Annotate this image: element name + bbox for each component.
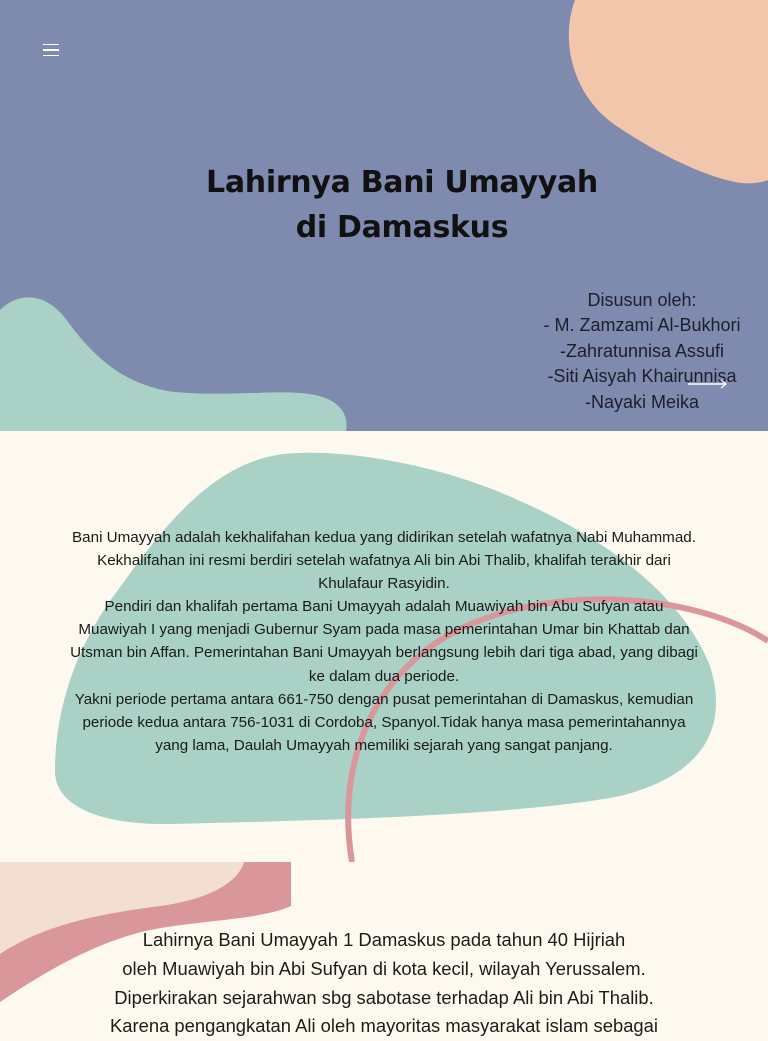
history-line-2: oleh Muawiyah bin Abi Sufyan di kota kecil, wilayah Yerussalem. — [122, 957, 646, 979]
history-line-1: Lahirnya Bani Umayyah 1 Damaskus pada tahun 40 Hijriah — [142, 929, 626, 950]
history-line-3: Diperkirakan sejarahwan sbg sabotase terhadap Ali bin Abi Thalib. — [114, 986, 654, 1008]
paragraph-line: Yakni periode pertama antara 661-750 dengan pusat pemerintahan di Damaskus, kemudian periode kedua antara 756-1031 di Cordoba, Spanyol.Tidak hanya masa pemerintahannya yang lama, Daulah Umayyah memiliki sejarah yang sangat panjang. — [74, 690, 694, 754]
title-line-2: di Damaskus — [295, 210, 509, 245]
slide-title — [120, 160, 684, 250]
title-slide — [0, 0, 768, 431]
title-line-1: Lahirnya Bani Umayyah — [206, 165, 598, 200]
content-slide — [0, 431, 768, 862]
credits-author-3: -Siti Aisyah Khairunnisa — [547, 366, 737, 387]
hamburger-menu-icon[interactable] — [40, 40, 62, 60]
history-text — [60, 926, 708, 1041]
arrow-right-icon — [688, 377, 730, 391]
author-credits — [520, 288, 764, 415]
paragraph-line: Kekhalifahan ini resmi berdiri setelah wafatnya Ali bin Abi Thalib, khalifah terakhir dari Khulafaur Rasyidin. — [97, 552, 671, 593]
paragraph-line: Pendiri dan khalifah pertama Bani Umayyah adalah Muawiyah bin Abu Sufyan atau Muawiyah I yang menjadi Gubernur Syam pada masa pemerintahan Umar bin Khattab dan Utsman bin Affan. Pemerintahan Bani Umayyah berlangsung lebih dari tiga abad, yang dibagi ke dalam dua periode. — [70, 598, 698, 685]
history-line-4: Karena pengangkatan Ali oleh mayoritas masyarakat islam sebagai — [110, 1015, 658, 1037]
credits-author-4: -Nayaki Meika — [584, 391, 700, 412]
paragraph-line: Bani Umayyah adalah kekhalifahan kedua yang didirikan setelah wafatnya Nabi Muhammad. — [72, 529, 696, 546]
history-slide — [0, 862, 768, 1037]
credits-heading: Disusun oleh: — [587, 290, 697, 310]
credits-author-2: -Zahratunnisa Assufi — [559, 340, 725, 361]
intro-paragraph — [70, 526, 698, 757]
credits-author-1: - M. Zamzami Al-Bukhori — [543, 315, 741, 336]
